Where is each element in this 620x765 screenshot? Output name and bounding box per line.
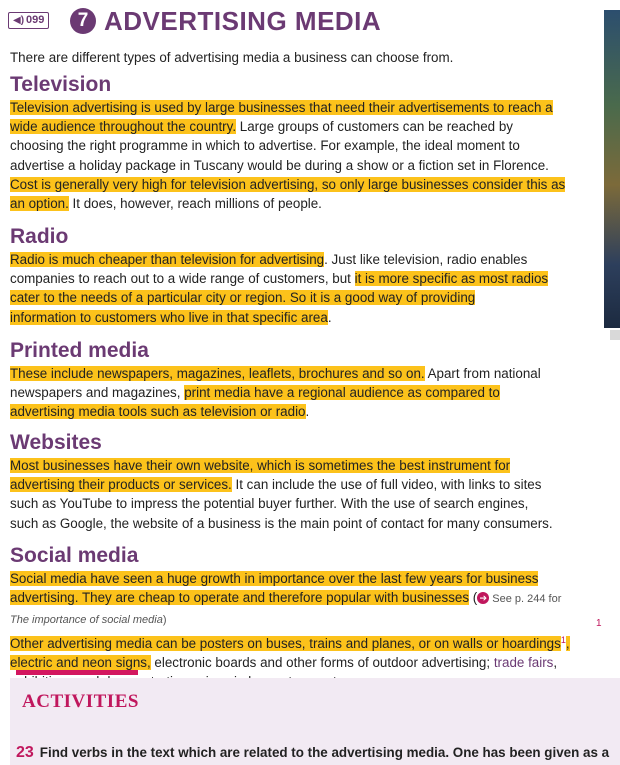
section-television xyxy=(10,72,590,213)
heading-websites: Websites xyxy=(10,431,102,454)
audio-track-badge[interactable] xyxy=(8,12,49,29)
text-line: companies to reach out to a wide range of customers, but it is more specific as most radios xyxy=(10,271,549,287)
text-line: The importance of social media) xyxy=(10,614,167,627)
text-line: advertising media tools such as television or radio. xyxy=(10,404,310,420)
side-photo-edge xyxy=(610,330,620,340)
margin-footnote-number: 1 xyxy=(596,618,602,629)
text-line: advertising their products or services. It can include the use of full video, with links to sites xyxy=(10,477,542,493)
page-reference[interactable]: See p. 244 for xyxy=(489,593,562,606)
text-line: advertising. They are cheap to operate and therefore popular with businesses ( ➔ See p. 244 for xyxy=(10,590,562,606)
text-line: such as YouTube to impress the potential buyer further. With the use of search engines, xyxy=(10,496,529,512)
activities-title: ACTIVITIES xyxy=(22,691,139,712)
text-line: cater to the needs of a particular city or region. So it is a good way of providing xyxy=(10,290,476,306)
section-number-badge: 7 xyxy=(70,8,96,34)
text-line: information to customers who live in that specific area. xyxy=(10,309,332,325)
intro-text: There are different types of advertising media a business can choose from. xyxy=(10,50,454,65)
text-line: Cost is generally very high for television advertising, so only large businesses consider this as xyxy=(10,176,566,192)
activity-number: 23 xyxy=(16,744,34,761)
text-line: such as Google, the website of a business is the main point of contact for many consumers. xyxy=(10,515,553,531)
side-photo-strip xyxy=(604,10,620,328)
activities-accent-bar xyxy=(16,670,138,675)
glossary-term: trade fairs xyxy=(493,655,554,671)
text-line: Other advertising media can be posters on buses, trains and planes, or on walls or hoardings$^1$, xyxy=(10,634,570,652)
text-line: newspapers and magazines, print media have a regional audience as compared to xyxy=(10,385,500,401)
heading-social-media: Social media xyxy=(10,544,139,567)
text-line: wide audience throughout the country. Large groups of customers can be reached by xyxy=(10,119,513,135)
speaker-icon: ◀) xyxy=(13,15,25,26)
text-line: Radio is much cheaper than television for advertising. Just like television, radio enables xyxy=(10,252,528,267)
text-line: Social media have seen a huge growth in importance over the last few years for business xyxy=(10,571,539,586)
activities-box xyxy=(10,678,620,765)
text-line: Television advertising is used by large businesses that need their advertisements to reach a xyxy=(10,100,553,115)
text-line: an option. It does, however, reach millions of people. xyxy=(10,196,322,212)
heading-printed-media: Printed media xyxy=(10,339,149,362)
page-title: ADVERTISING MEDIA xyxy=(104,6,382,36)
activity-instruction: Find verbs in the text which are related to the advertising media. One has been given as a xyxy=(39,745,610,760)
text-line: advertise a holiday package in Tuscany would be during a show or a fiction set in Florence. xyxy=(10,157,549,173)
heading-radio: Radio xyxy=(10,225,69,248)
audio-track-number: 099 xyxy=(26,14,45,26)
section-printed-media xyxy=(10,338,590,422)
section-websites xyxy=(10,430,590,533)
see-page-arrow-icon[interactable]: ➔ xyxy=(477,592,489,604)
text-line: choosing the right programme in which to advertise. For example, the ideal moment to xyxy=(10,138,520,154)
activity-item xyxy=(16,744,609,762)
text-line: These include newspapers, magazines, leaflets, brochures and so on. Apart from national xyxy=(10,366,541,381)
section-radio xyxy=(10,224,590,327)
footnote-marker: 1 xyxy=(560,634,566,645)
text-line: electric and neon signs, electronic boards and other forms of outdoor advertising; trade fairs, xyxy=(10,655,558,671)
heading-television: Television xyxy=(10,73,112,96)
text-line: Most businesses have their own website, which is sometimes the best instrument for xyxy=(10,458,511,473)
